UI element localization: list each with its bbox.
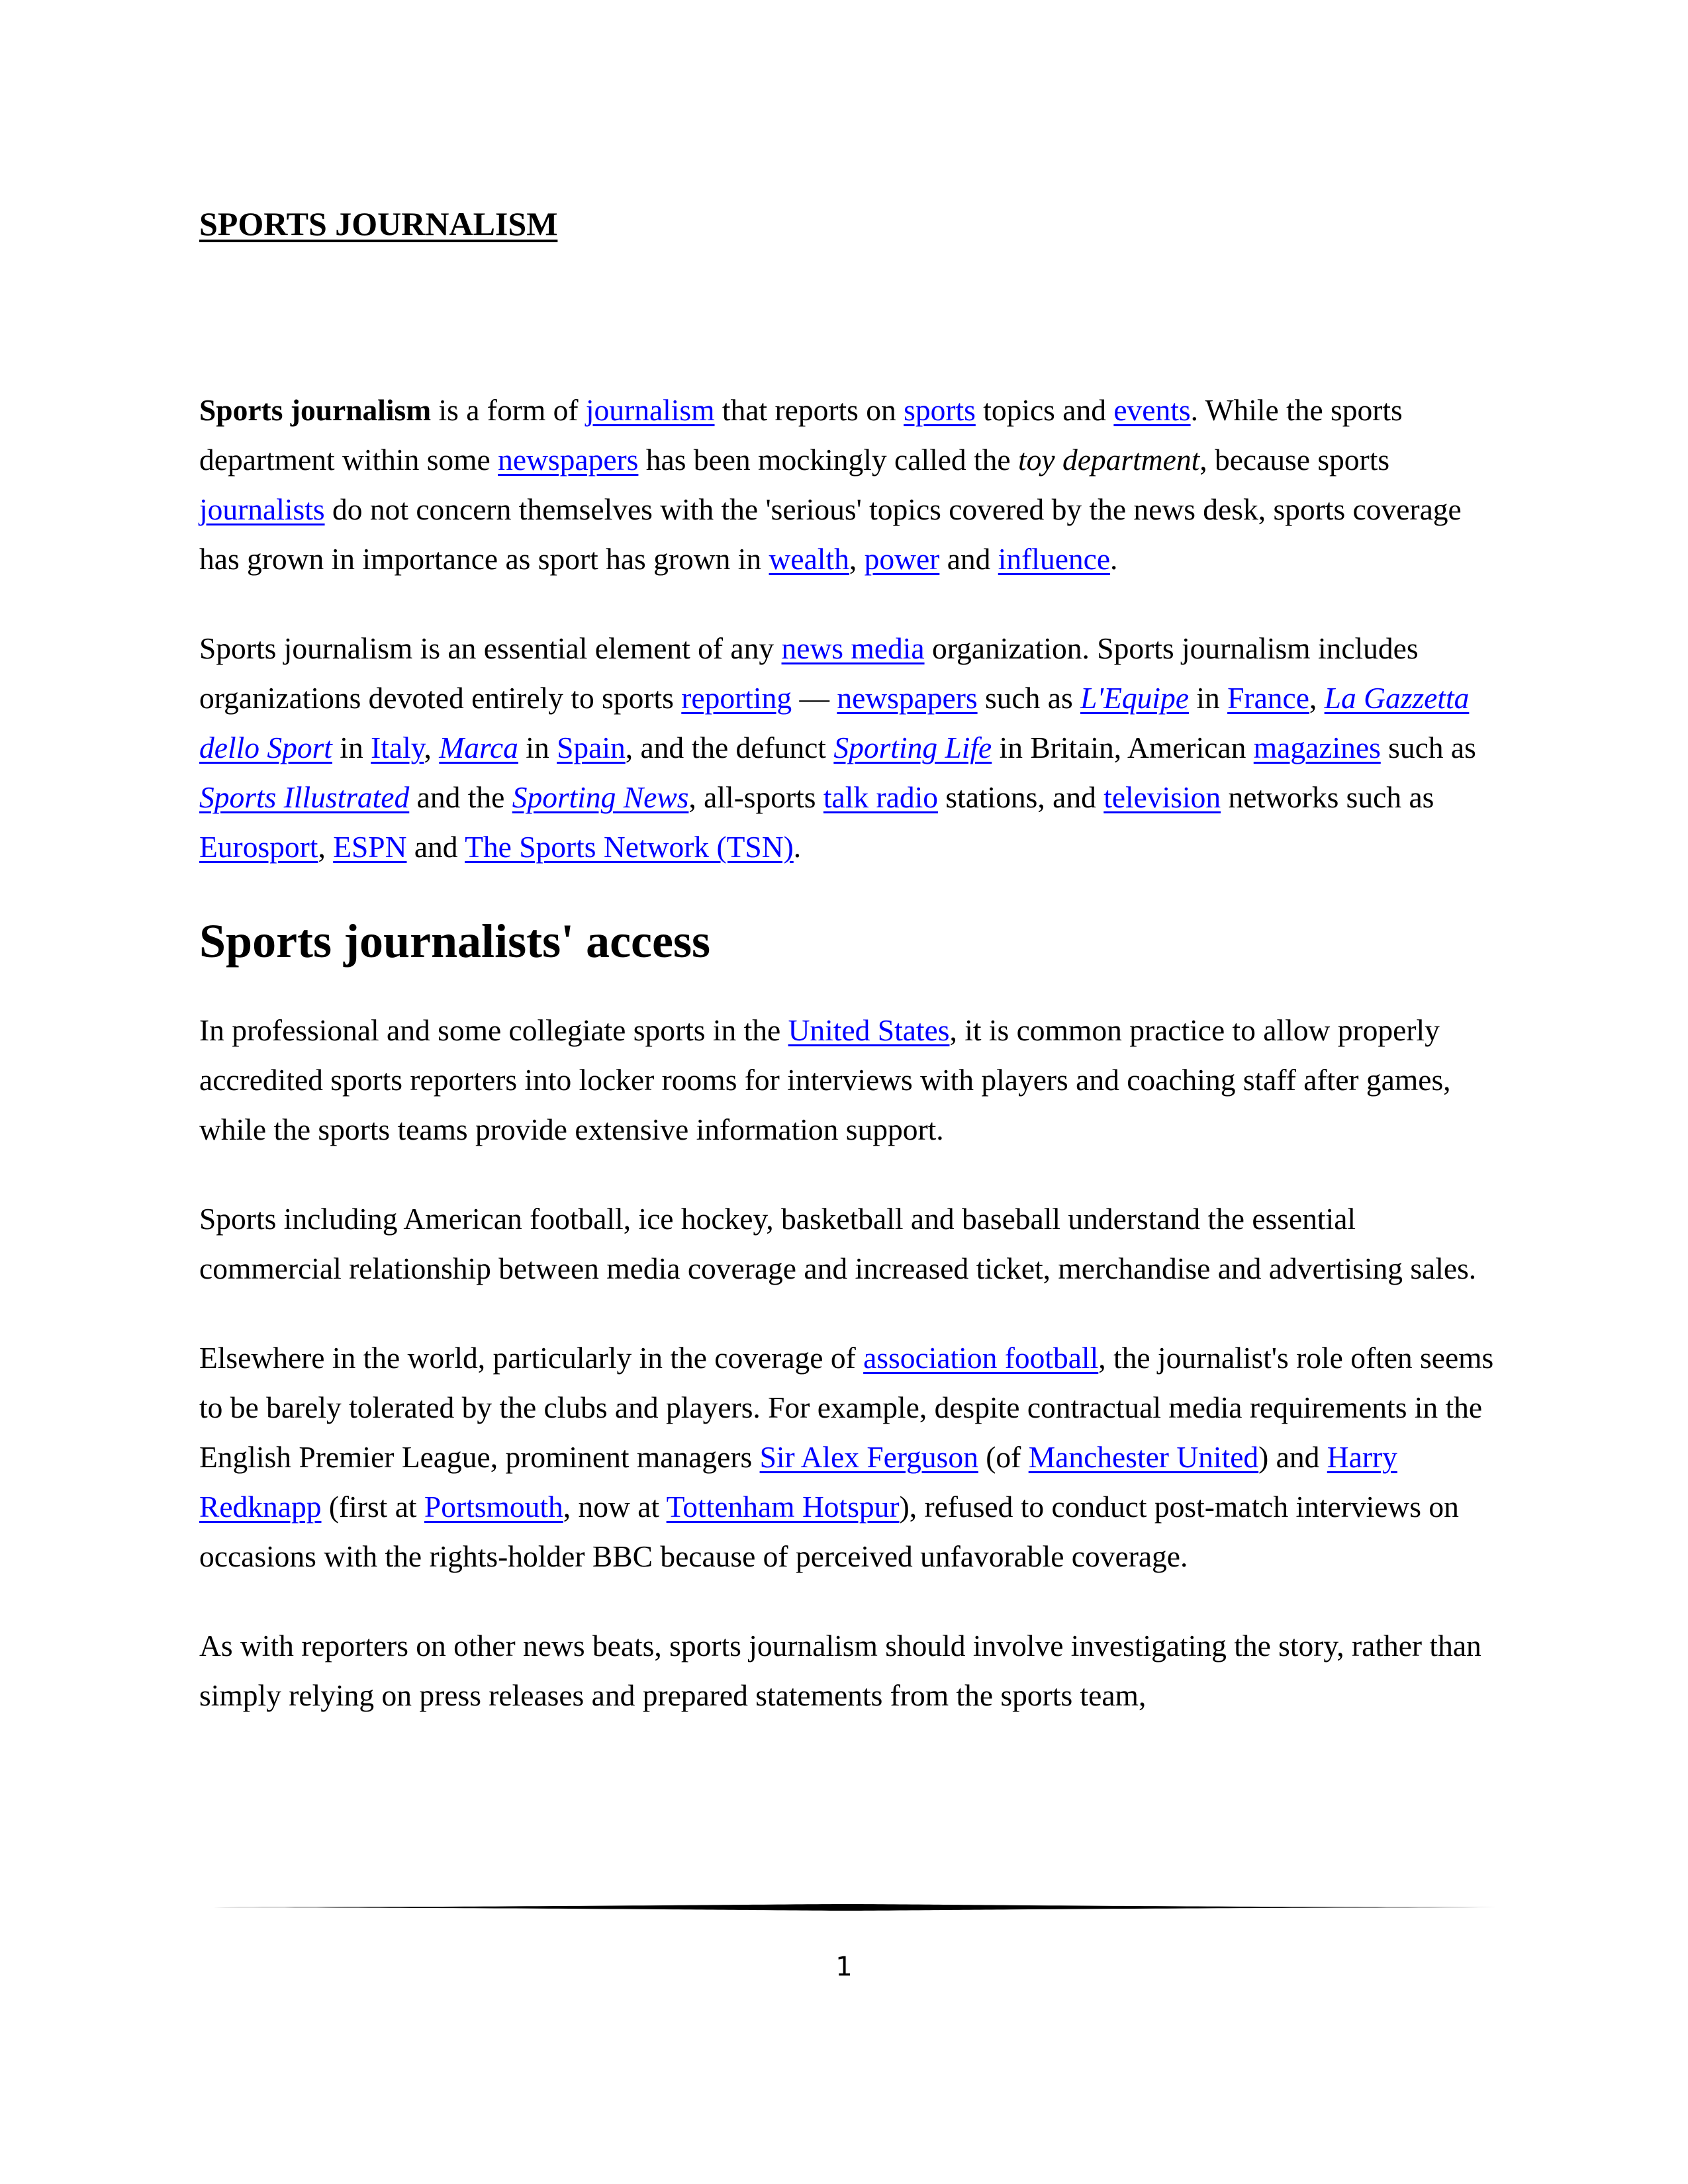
text-run: . xyxy=(1110,542,1118,576)
link-journalism[interactable]: journalism xyxy=(585,393,715,427)
link-marca[interactable] xyxy=(439,731,518,764)
text-run: , xyxy=(849,542,865,576)
link-news-media[interactable]: news media xyxy=(781,631,925,665)
text-run: stations, and xyxy=(937,780,1104,814)
text-run: (first at xyxy=(321,1490,424,1524)
intro-paragraph xyxy=(199,385,1497,584)
text-run: and xyxy=(406,830,465,864)
link-tottenham-hotspur[interactable]: Tottenham Hotspur xyxy=(666,1490,900,1524)
text-run: , and the defunct xyxy=(625,731,834,764)
text-run: , xyxy=(1309,681,1325,715)
link-text: Sporting Life xyxy=(833,731,992,764)
footer-divider-stroke xyxy=(199,1904,1497,1911)
page-number: 1 xyxy=(835,1952,853,1982)
text-run: organization. Sports journalism includes organizations devoted entirely to sports xyxy=(199,631,1419,715)
link-text: Sporting News xyxy=(512,780,689,814)
link-sports-illustrated[interactable] xyxy=(199,780,409,814)
link-influence[interactable]: influence xyxy=(998,542,1111,576)
link-talk-radio[interactable]: talk radio xyxy=(823,780,938,814)
text-run: , all-sports xyxy=(688,780,823,814)
link-power[interactable]: power xyxy=(864,542,940,576)
link-text: Sports Illustrated xyxy=(199,780,410,814)
link-wealth[interactable]: wealth xyxy=(769,542,849,576)
link-newspapers[interactable]: newspapers xyxy=(837,681,978,715)
text-run: , it is common practice to allow properly accredited sports reporters into locker rooms for interviews with players and coaching staff after games, while the sports teams provide extensive information support. xyxy=(199,1013,1451,1146)
text-run: and the xyxy=(409,780,512,814)
text-run: Elsewhere in the world, particularly in the coverage of xyxy=(199,1341,864,1375)
italic-term: toy department xyxy=(1018,443,1200,477)
link-sporting-life[interactable] xyxy=(833,731,992,764)
text-run: that reports on xyxy=(714,393,904,427)
document-body xyxy=(199,385,1497,1760)
text-run: is a form of xyxy=(431,393,586,427)
text-run: , xyxy=(424,731,440,764)
link-italy[interactable]: Italy xyxy=(371,731,424,764)
text-run: in xyxy=(1188,681,1228,715)
text-run: ) and xyxy=(1258,1440,1327,1474)
text-run: , because sports xyxy=(1199,443,1390,477)
document-title: SPORTS JOURNALISM xyxy=(199,205,558,242)
text-run: and xyxy=(939,542,998,576)
text-run: — xyxy=(792,681,837,715)
link-television[interactable]: television xyxy=(1103,780,1221,814)
link-espn[interactable]: ESPN xyxy=(333,830,407,864)
link-eurosport[interactable]: Eurosport xyxy=(199,830,318,864)
link-text: L'Equipe xyxy=(1080,681,1189,715)
text-run: , the journalist's role often seems to be barely tolerated by the clubs and players. For example, despite contractual media requirements in the English Premier League, prominent managers xyxy=(199,1341,1494,1474)
link-events[interactable]: events xyxy=(1113,393,1191,427)
commercial-relationship-paragraph xyxy=(199,1194,1497,1293)
footer-divider xyxy=(199,1903,1497,1912)
link-magazines[interactable]: magazines xyxy=(1253,731,1381,764)
text-run: . xyxy=(793,830,802,864)
section-heading: Sports journalists' access xyxy=(199,915,710,968)
text-run: Sports journalism is an essential element of any xyxy=(199,631,782,665)
link-france[interactable]: France xyxy=(1227,681,1309,715)
text-run: topics and xyxy=(975,393,1114,427)
text-run: in xyxy=(332,731,371,764)
link-association-football[interactable]: association football xyxy=(863,1341,1099,1375)
link-journalists[interactable]: journalists xyxy=(199,492,325,526)
link-sporting-news[interactable] xyxy=(512,780,689,814)
link-spain[interactable]: Spain xyxy=(557,731,626,764)
media-organizations-paragraph xyxy=(199,623,1497,872)
locker-room-access-paragraph xyxy=(199,1005,1497,1154)
link-the-sports-network[interactable]: The Sports Network (TSN) xyxy=(465,830,794,864)
text-run: in xyxy=(518,731,557,764)
link-lequipe[interactable] xyxy=(1080,681,1189,715)
text-run: (of xyxy=(978,1440,1029,1474)
football-coverage-paragraph xyxy=(199,1333,1497,1581)
link-text: La Gazzetta dello Sport xyxy=(199,681,1470,764)
bold-term: Sports journalism xyxy=(199,393,432,427)
link-united-states[interactable]: United States xyxy=(788,1013,950,1047)
link-sports[interactable]: sports xyxy=(904,393,976,427)
text-run: . While the sports department within some xyxy=(199,393,1403,477)
link-manchester-united[interactable]: Manchester United xyxy=(1028,1440,1259,1474)
text-run: networks such as xyxy=(1221,780,1434,814)
link-sir-alex-ferguson[interactable]: Sir Alex Ferguson xyxy=(759,1440,978,1474)
link-newspapers[interactable]: newspapers xyxy=(498,443,639,477)
text-run: do not concern themselves with the 'serious' topics covered by the news desk, sports coverage has grown in importance as sport has grown in xyxy=(199,492,1462,576)
text-run: ), refused to conduct post-match interviews on occasions with the rights-holder BBC because of perceived unfavorable coverage. xyxy=(199,1490,1459,1573)
text-run: such as xyxy=(977,681,1081,715)
link-portsmouth[interactable]: Portsmouth xyxy=(424,1490,563,1524)
link-text: Marca xyxy=(439,731,518,764)
link-harry-redknapp[interactable]: Harry Redknapp xyxy=(199,1440,1397,1524)
text-run: in Britain, American xyxy=(992,731,1254,764)
text-run: As with reporters on other news beats, sports journalism should involve investigating the story, rather than simply relying on press releases and prepared statements from the sports team, xyxy=(199,1629,1481,1712)
text-run: , now at xyxy=(563,1490,667,1524)
investigation-paragraph xyxy=(199,1621,1497,1720)
text-run: In professional and some collegiate sports in the xyxy=(199,1013,788,1047)
text-run: has been mockingly called the xyxy=(638,443,1019,477)
link-reporting[interactable]: reporting xyxy=(681,681,792,715)
text-run: , xyxy=(318,830,334,864)
text-run: Sports including American football, ice hockey, basketball and baseball understand the essential commercial relationship between media coverage and increased ticket, merchandise and advertising sales. xyxy=(199,1202,1477,1285)
text-run: such as xyxy=(1380,731,1476,764)
